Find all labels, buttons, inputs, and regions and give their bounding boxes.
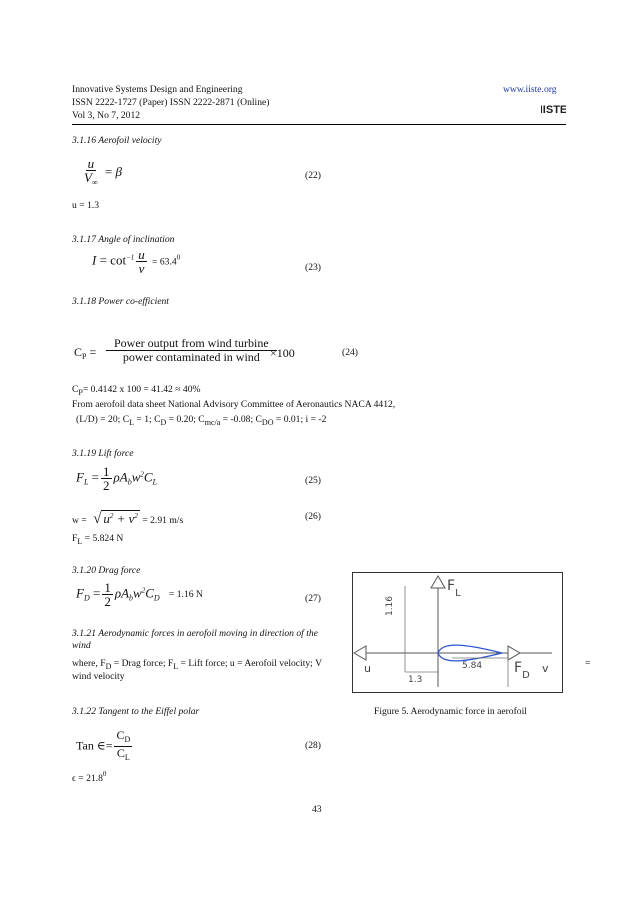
power-numerator: Power output from wind turbine — [106, 337, 277, 351]
logo-mark — [541, 100, 566, 116]
stray-equals: = — [585, 658, 591, 669]
param-cl: = 1; C — [134, 414, 161, 425]
eiffel-angle-result — [72, 770, 106, 784]
section-heading-3-1-18: 3.1.18 Power co-efficient — [72, 296, 169, 307]
equation-number-23: (23) — [305, 262, 321, 273]
lift-force-result: $F_L = 5.824$ N — [72, 533, 124, 546]
where-lift: = Lift force; u = Aerofoil velocity; V — [178, 658, 322, 669]
where-drag: = Drag force; F — [111, 658, 174, 669]
section-heading-3-1-16: 3.1.16 Aerofoil velocity — [72, 135, 162, 146]
power-coefficient-result: $C_P= 0.4142$ x 100 = 41.42 ≈ 40% — [72, 384, 201, 397]
aerodynamic-force-figure — [352, 572, 563, 693]
naca-parameters: (L/D) = 20; $C_L = 1$; $C_D = 0.20$; $C_{mc/a} = -0.08$; $C_{DO} = 0.01$; i = -2 — [76, 414, 327, 427]
power-denominator: power contaminated in wind — [122, 350, 260, 364]
param-cd: = 0.20; C — [166, 414, 205, 425]
where-fd: where, F — [72, 658, 106, 669]
section-heading-3-1-20: 3.1.20 Drag force — [72, 565, 141, 576]
page-number: 43 — [312, 804, 322, 815]
lift-force-value: = 5.824 N — [82, 533, 124, 544]
issn-line: ISSN 2222-1727 (Paper) ISSN 2222-2871 (Online) — [72, 97, 270, 108]
power-coefficient-symbol: $C_P$ = — [74, 345, 97, 361]
volume-line: Vol 3, No 7, 2012 — [72, 110, 141, 121]
angle-degree-sup: 0 — [176, 253, 181, 262]
label-v: v — [542, 662, 549, 675]
label-drag-force: $F_D$ — [514, 660, 530, 681]
param-ld: (L/D) = 20; C — [76, 414, 130, 425]
equation-24 — [104, 337, 279, 364]
section-heading-3-1-17: 3.1.17 Angle of inclination — [72, 234, 175, 245]
section-heading-3-1-21-cont: wind — [72, 640, 91, 651]
section-heading-3-1-22: 3.1.22 Tangent to the Eiffel polar — [72, 706, 200, 717]
equation-26: w = √ $u^2 + v^2 = 2.91$ m/s — [72, 511, 184, 527]
section-heading-3-1-21: 3.1.21 Aerodynamic forces in aerofoil moving in direction of the — [72, 628, 318, 639]
symbol-definitions-cont: wind velocity — [72, 671, 125, 682]
figure-caption: Figure 5. Aerodynamic force in aerofoil — [374, 706, 527, 717]
equation-number-24: (24) — [342, 347, 358, 358]
power-coefficient-value: = 0.4142 x 100 = 41.42 ≈ 40% — [82, 384, 201, 395]
header-rule — [72, 124, 566, 125]
times-100: ×100 — [270, 346, 295, 360]
equation-number-22: (22) — [305, 170, 321, 181]
tan-eiffel: Tan ∈= — [76, 738, 113, 753]
label-584: 5.84 — [462, 661, 483, 671]
equation-23: $I = \cot^{-1}$ $\frac{u}{v}$ = $63.4^0$ — [92, 247, 181, 276]
journal-title: Innovative Systems Design and Engineering — [72, 84, 243, 95]
website-link[interactable]: www.iiste.org — [503, 84, 557, 95]
equation-number-26: (26) — [305, 511, 321, 522]
angle-value: = 63.4 — [152, 256, 177, 268]
eiffel-angle-degree: 0 — [102, 770, 107, 778]
equation-28: Tan ∈= $\frac{C_D}{C_L}$ — [76, 728, 131, 762]
drag-force-value: = 1.16 N — [168, 589, 203, 601]
symbol-definitions: where, $F_D$ = Drag force; $F_L$ = Lift force; u = Aerofoil velocity; V — [72, 658, 322, 671]
iiste-logo — [541, 100, 566, 116]
label-13: 1.3 — [408, 675, 423, 685]
svg-text:IISTE: IISTE — [541, 104, 566, 116]
label-u: u — [364, 662, 371, 675]
eiffel-angle-value: ϵ = 21.8 — [72, 773, 103, 784]
param-cdo: = 0.01; i = -2 — [273, 414, 327, 425]
aerofoil-velocity-result: u = 1.3 — [72, 200, 99, 211]
label-lift-force: $F_L$ — [447, 578, 461, 599]
figure-diagram — [352, 572, 563, 693]
datasheet-note: From aerofoil data sheet National Advisory Committee of Aeronautics NACA 4412, — [72, 399, 396, 410]
label-116: 1.16 — [385, 595, 395, 617]
wind-speed-value: = 2.91 m/s — [142, 515, 184, 526]
equation-number-28: (28) — [305, 740, 321, 751]
param-cmc: = -0.08; C — [220, 414, 262, 425]
equation-27: $F_D$ = $\frac{1}{2}$ $\rho A_bw^2C_D = 1.16$ N — [76, 580, 203, 609]
equation-22: $\frac{u}{V_\infty}$ = β — [84, 156, 122, 187]
equation-number-27: (27) — [305, 593, 321, 604]
equation-25: $F_L$ = $\frac{1}{2}$ $\rho A_bw^2C_L$ — [76, 464, 157, 493]
section-heading-3-1-19: 3.1.19 Lift force — [72, 448, 134, 459]
equation-number-25: (25) — [305, 475, 321, 486]
